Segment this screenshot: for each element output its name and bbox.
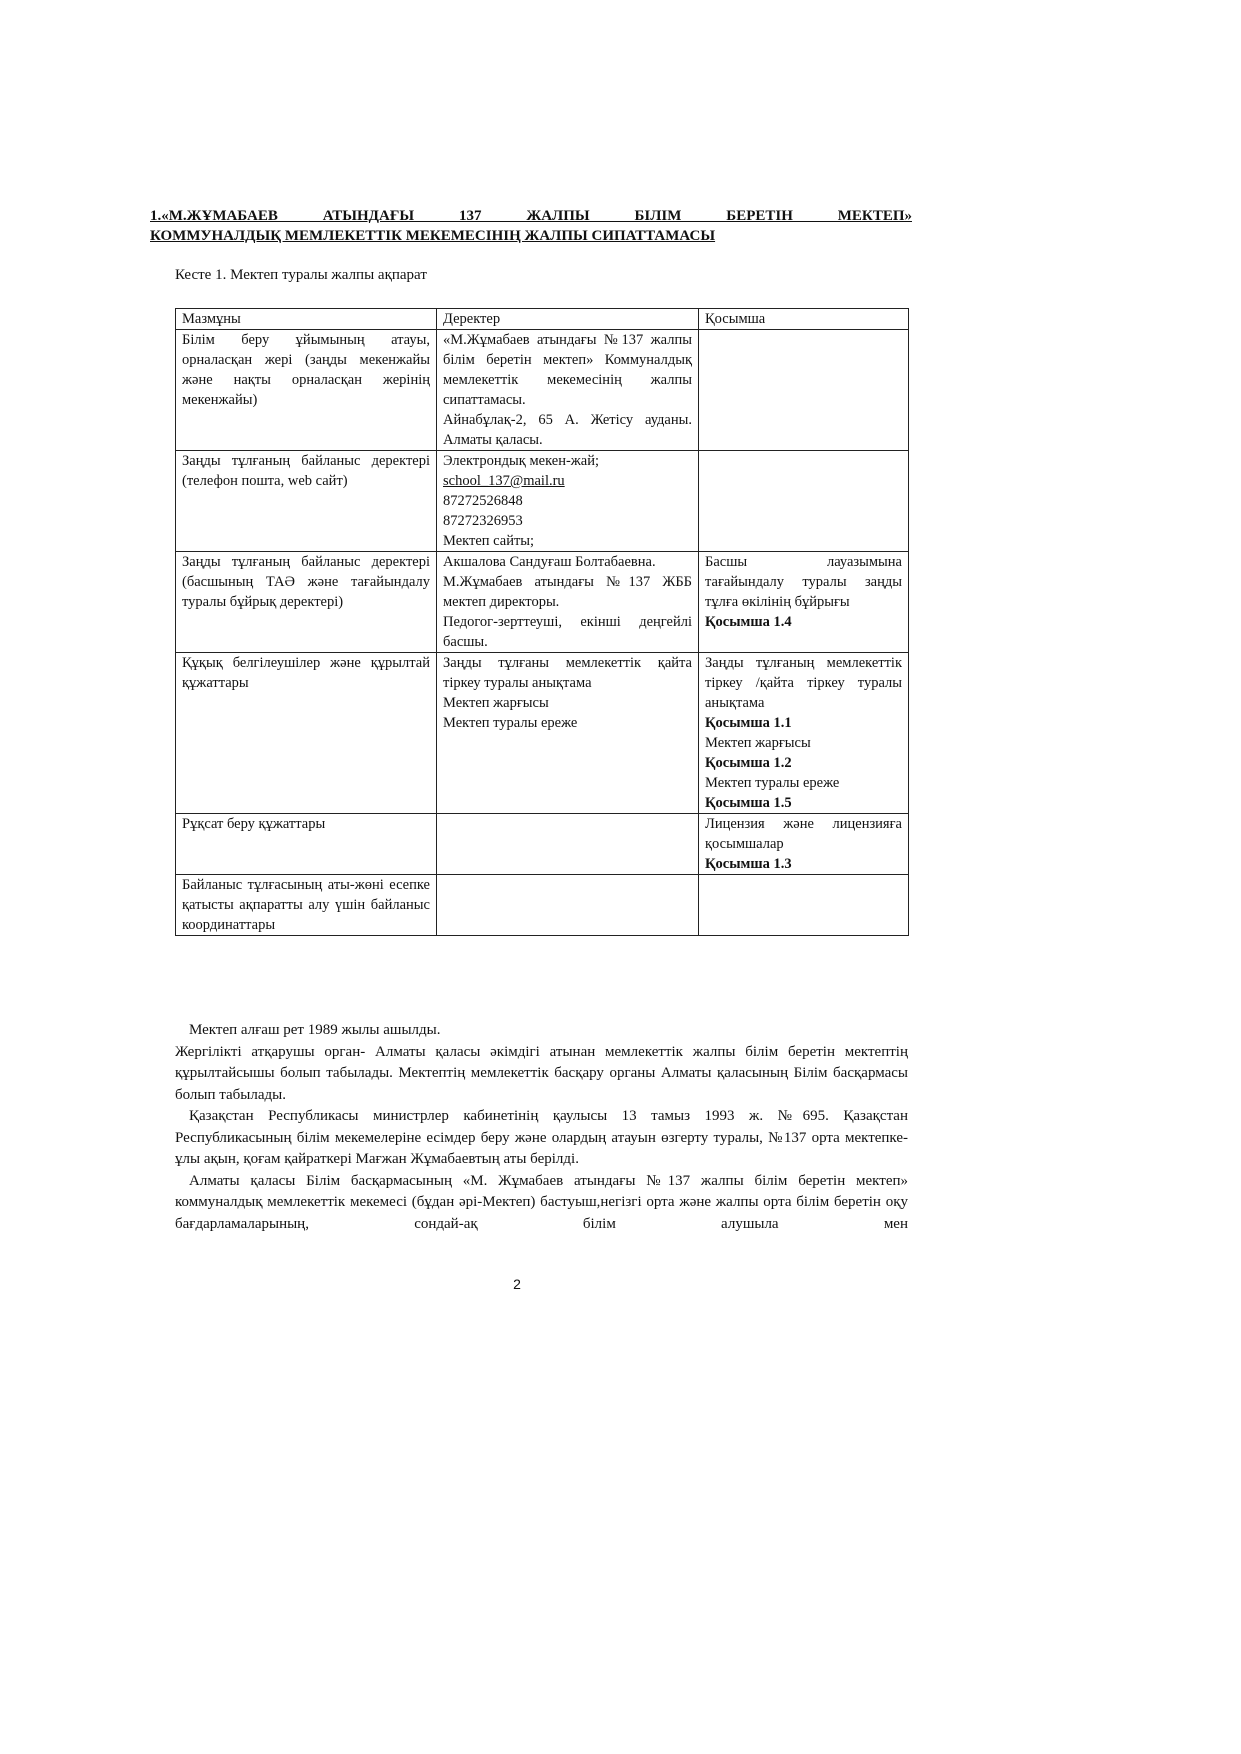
attachment-ref: Қосымша 1.1 [705, 715, 792, 731]
cell-data [437, 552, 699, 653]
table-row [176, 552, 909, 653]
table-row [176, 814, 909, 875]
cell-data-line: Заңды тұлғаны мемлекеттік қайта тіркеу туралы анықтама [443, 655, 692, 691]
heading-line-2: КОММУНАЛДЫҚ МЕМЛЕКЕТТІК МЕКЕМЕСІНІҢ ЖАЛПЫ СИПАТТАМАСЫ [150, 228, 716, 244]
cell-data [437, 875, 699, 936]
paragraph: Жергілікті атқарушы орган- Алматы қаласы әкімдігі атынан мемлекеттік жалпы білім беретін мектептің құрылтайсышы болып табылады. Мектептің мемлекеттік басқару органы Алматы қаласының Білім басқармасы болып табылады. [175, 1043, 908, 1103]
table-row [176, 653, 909, 814]
cell-data [437, 653, 699, 814]
table-header-row [176, 309, 909, 330]
cell-content: Білім беру ұйымының атауы, орналасқан жері (заңды мекенжайы және нақты орналасқан жерінің мекенжайы) [176, 330, 437, 451]
cell-data-line: Мектеп туралы ереже [443, 715, 578, 731]
cell-data [437, 814, 699, 875]
attachment-ref: Қосымша 1.4 [705, 614, 792, 630]
attachment-ref: Қосымша 1.3 [705, 856, 792, 872]
page-number: 2 [513, 1276, 521, 1292]
heading-line-1: 1.«М.ЖҰМАБАЕВ АТЫНДАҒЫ 137 ЖАЛПЫ БІЛІМ БЕРЕТІН МЕКТЕП» [150, 208, 912, 224]
cell-content: Байланыс тұлғасының аты-жөні есепке қатысты ақпаратты алу үшін байланыс координаттары [176, 875, 437, 936]
email-link[interactable]: school_137@mail.ru [443, 473, 565, 489]
cell-data-line: М.Жұмабаев атындағы №137 ЖББ мектеп директоры. [443, 574, 692, 610]
cell-content: Заңды тұлғаның байланыс деректері (телефон пошта, web сайт) [176, 451, 437, 552]
school-info-table [175, 308, 909, 936]
cell-attachment [699, 552, 909, 653]
cell-data-line: Педогог-зерттеуші, екінші деңгейлі басшы. [443, 614, 692, 650]
paragraph: Мектеп алғаш рет 1989 жылы ашылды. [189, 1022, 441, 1038]
column-header-content: Мазмұны [176, 309, 437, 330]
column-header-attachment: Қосымша [699, 309, 909, 330]
cell-attachment [699, 330, 909, 451]
phone-number: 87272326953 [443, 513, 523, 529]
cell-content: Заңды тұлғаның байланыс деректері (басшының ТАӘ және тағайындалу туралы бұйрық деректері) [176, 552, 437, 653]
table-row [176, 330, 909, 451]
cell-data [437, 330, 699, 451]
body-text [175, 1020, 908, 1235]
cell-data-line: Айнабұлақ-2, 65 А. Жетісу ауданы. Алматы қаласы. [443, 412, 692, 448]
table-row [176, 875, 909, 936]
cell-attachment [699, 875, 909, 936]
cell-content: Құқық белгілеушілер және құрылтай құжаттары [176, 653, 437, 814]
attachment-line: Заңды тұлғаның мемлекеттік тіркеу /қайта тіркеу туралы анықтама [705, 655, 902, 711]
attachment-ref: Қосымша 1.5 [705, 795, 792, 811]
table-row [176, 451, 909, 552]
cell-attachment [699, 814, 909, 875]
cell-data-line: «М.Жұмабаев атындағы №137 жалпы білім беретін мектеп» Коммуналдық мемлекеттік мекемесінің жалпы сипаттамасы. [443, 332, 692, 408]
attachment-line: Мектеп туралы ереже [705, 775, 840, 791]
cell-attachment [699, 653, 909, 814]
section-heading [150, 206, 912, 246]
column-header-data: Деректер [437, 309, 699, 330]
cell-data-line: Электрондық мекен-жай; [443, 453, 600, 469]
cell-data [437, 451, 699, 552]
attachment-line: Лицензия және лицензияға қосымшалар [705, 816, 902, 852]
paragraph: Алматы қаласы Білім басқармасының «М. Жұмабаев атындағы №137 жалпы білім беретін мектеп» коммуналдық мемлекеттік мекемесі (бұдан әрі-Мектеп) бастуыш,негізгі орта және жалпы орта білім беретін оқу бағдарламаларының, сондай-ақ білім алушыла мен [175, 1172, 908, 1232]
cell-content: Рұқсат беру құжаттары [176, 814, 437, 875]
table-caption: Кесте 1. Мектеп туралы жалпы ақпарат [175, 267, 427, 283]
attachment-line: Басшы лауазымына тағайындалу туралы заңды тұлға өкілінің бұйрығы [705, 554, 902, 610]
attachment-line: Мектеп жарғысы [705, 735, 811, 751]
phone-number: 87272526848 [443, 493, 523, 509]
cell-data-line: Мектеп жарғысы [443, 695, 549, 711]
cell-data-line: Мектеп сайты; [443, 533, 535, 549]
attachment-ref: Қосымша 1.2 [705, 755, 792, 771]
paragraph: Қазақстан Республикасы министрлер кабинетінің қаулысы 13 тамыз 1993 ж. №695. Қазақстан Республикасының білім мекемелеріне есімдер беру және олардың атауын өзгерту туралы, №137 орта мектепке- ұлы ақын, қоғам қайраткері Мағжан Жұмабаевтың аты берілді. [175, 1108, 908, 1167]
cell-attachment [699, 451, 909, 552]
cell-data-line: Акшалова Сандуғаш Болтабаевна. [443, 554, 656, 570]
